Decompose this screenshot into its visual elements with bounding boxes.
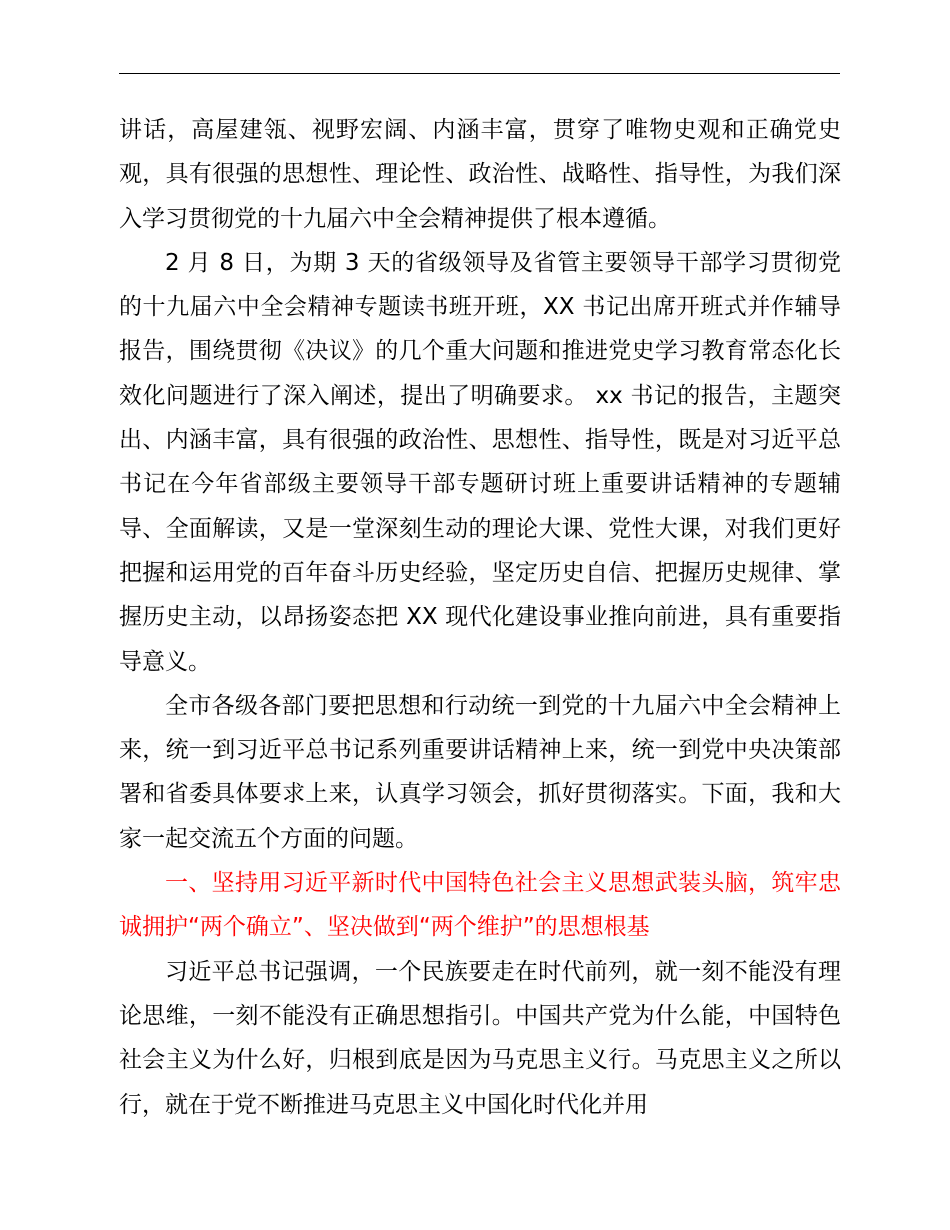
paragraph-theoretical-thinking: 习近平总书记强调，一个民族要走在时代前列，就一刻不能没有理论思维，一刻不能没有正确思想指引。中国共产党为什么能，中国特色社会主义为什么好，归根到底是因为马克思主义行。马克思主义之所以行，就在于党不断推进马克思主义中国化时代化并用 [119, 958, 841, 1118]
paragraph-unify-thinking: 全市各级各部门要把思想和行动统一到党的十九届六中全会精神上来，统一到习近平总书记系列重要讲话精神上来，统一到党中央决策部署和省委具体要求上来，认真学习领会，抓好贯彻落实。下面，我和大家一起交流五个方面的问题。 [119, 692, 841, 852]
document-body [119, 108, 841, 1127]
section-heading-one: 一、坚持用习近平新时代中国特色社会主义思想武装头脑，筑牢忠诚拥护“两个确立”、坚决做到“两个维护”的思想根基 [119, 870, 841, 941]
paragraph-continuation: 讲话，高屋建瓴、视野宏阔、内涵丰富，贯穿了唯物史观和正确党史观，具有很强的思想性、理论性、政治性、战略性、指导性，为我们深入学习贯彻党的十九届六中全会精神提供了根本遵循。 [119, 117, 841, 232]
paragraph-study-session: 2 月 8 日，为期 3 天的省级领导及省管主要领导干部学习贯彻党的十九届六中全会精神专题读书班开班，XX 书记出席开班式并作辅导报告，围绕贯彻《决议》的几个重大问题和推进党史学习教育常态化长效化问题进行了深入阐述，提出了明确要求。 xx 书记的报告，主题突出、内涵丰富，具有很强的政治性、思想性、指导性，既是对习近平总书记在今年省部级主要领导干部专题研讨班上重要讲话精神的专题辅导、全面解读，又是一堂深刻生动的理论大课、党性大课，对我们更好把握和运用党的百年奋斗历史经验，坚定历史自信、把握历史规律、掌握历史主动，以昂扬姿态把 XX 现代化建设事业推向前进，具有重要指导意义。 [119, 249, 841, 675]
header-rule [119, 73, 840, 74]
